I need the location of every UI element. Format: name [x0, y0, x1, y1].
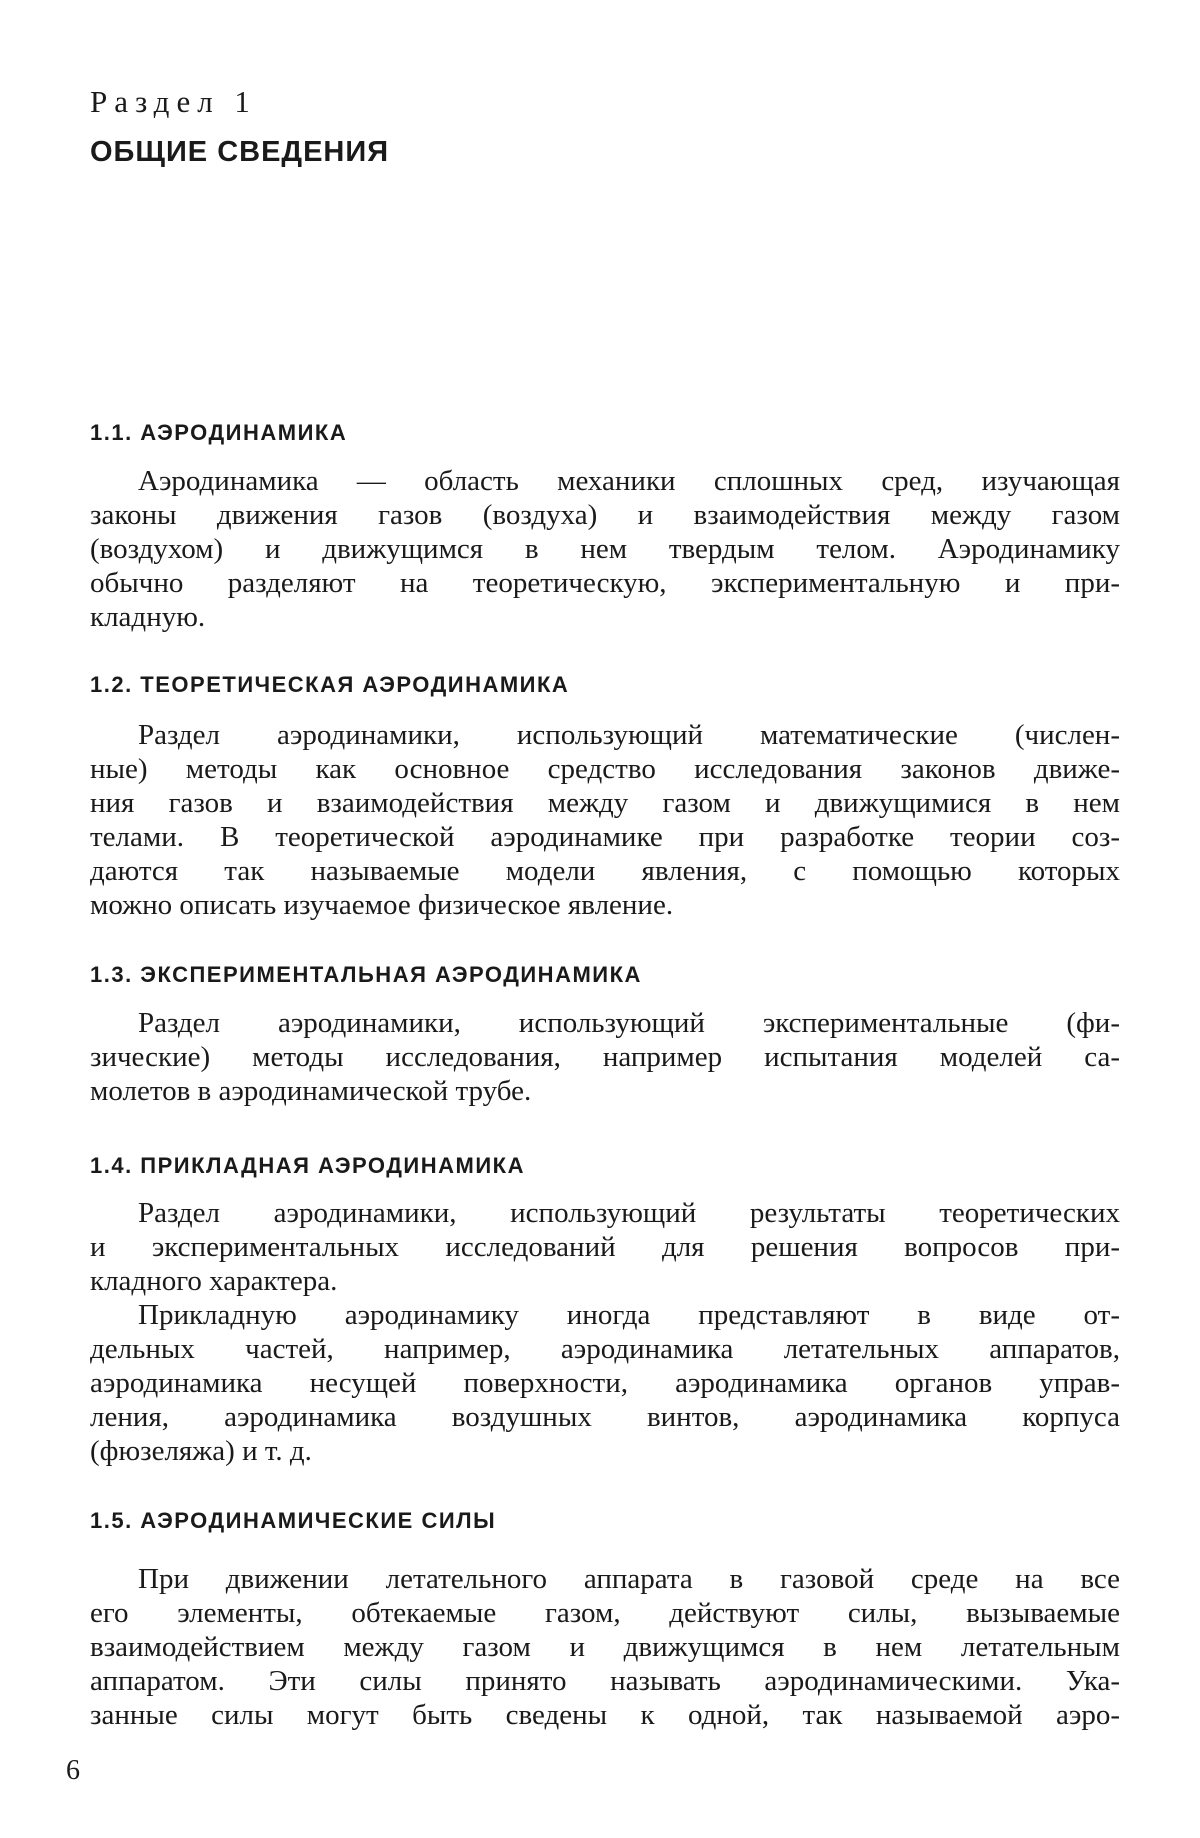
- section-heading-1-3: 1.3. ЭКСПЕРИМЕНТАЛЬНАЯ АЭРОДИНАМИКА: [90, 962, 642, 987]
- section-1-4-paragraph-2: [90, 1298, 1120, 1468]
- text-line: Раздел аэродинамики, использующий математические (числен-: [138, 719, 1120, 751]
- text-line: дельных частей, например, аэродинамика летательных аппаратов,: [90, 1333, 1120, 1365]
- page-number: 6: [66, 1755, 80, 1786]
- text-line: кладного характера.: [90, 1265, 338, 1297]
- section-1-2-paragraph: [90, 718, 1120, 922]
- text-line: Прикладную аэродинамику иногда представляют в виде от-: [138, 1299, 1120, 1331]
- text-line: и экспериментальных исследований для решения вопросов при-: [90, 1231, 1120, 1263]
- text-line: кладную.: [90, 601, 206, 633]
- section-1-4-paragraph-1: [90, 1196, 1120, 1298]
- text-line: аэродинамика несущей поверхности, аэродинамика органов управ-: [90, 1367, 1120, 1399]
- text-line: (фюзеляжа) и т. д.: [90, 1435, 312, 1467]
- text-line: зические) методы исследования, например испытания моделей са-: [90, 1041, 1120, 1073]
- part-title: ОБЩИЕ СВЕДЕНИЯ: [90, 136, 390, 168]
- text-line: взаимодействием между газом и движущимся в нем летательным: [90, 1631, 1120, 1663]
- text-line: аппаратом. Эти силы принято называть аэродинамическими. Ука-: [90, 1665, 1120, 1697]
- text-line: ния газов и взаимодействия между газом и движущимися в нем: [90, 787, 1120, 819]
- text-line: ные) методы как основное средство исследования законов движе-: [90, 753, 1120, 785]
- part-label: Раздел 1: [90, 84, 257, 119]
- text-line: молетов в аэродинамической трубе.: [90, 1075, 532, 1107]
- text-line: обычно разделяют на теоретическую, экспериментальную и при-: [90, 567, 1120, 599]
- section-heading-1-4: 1.4. ПРИКЛАДНАЯ АЭРОДИНАМИКА: [90, 1153, 525, 1178]
- text-line: телами. В теоретической аэродинамике при разработке теории соз-: [90, 821, 1120, 853]
- text-line: Раздел аэродинамики, использующий результаты теоретических: [138, 1197, 1120, 1229]
- section-1-5-paragraph: [90, 1562, 1120, 1732]
- text-line: его элементы, обтекаемые газом, действуют силы, вызываемые: [90, 1597, 1120, 1629]
- section-1-1-paragraph: [90, 464, 1120, 634]
- text-line: даются так называемые модели явления, с помощью которых: [90, 855, 1120, 887]
- text-line: Аэродинамика — область механики сплошных сред, изучающая: [138, 465, 1120, 497]
- text-line: При движении летательного аппарата в газовой среде на все: [138, 1563, 1120, 1595]
- section-1-3-paragraph: [90, 1006, 1120, 1108]
- text-line: занные силы могут быть сведены к одной, так называемой аэро-: [90, 1699, 1120, 1731]
- section-heading-1-1: 1.1. АЭРОДИНАМИКА: [90, 420, 348, 445]
- text-line: можно описать изучаемое физическое явление.: [90, 889, 674, 921]
- text-line: ления, аэродинамика воздушных винтов, аэродинамика корпуса: [90, 1401, 1120, 1433]
- text-line: законы движения газов (воздуха) и взаимодействия между газом: [90, 499, 1120, 531]
- section-heading-1-2: 1.2. ТЕОРЕТИЧЕСКАЯ АЭРОДИНАМИКА: [90, 672, 570, 697]
- text-line: Раздел аэродинамики, использующий экспериментальные (фи-: [138, 1007, 1120, 1039]
- section-heading-1-5: 1.5. АЭРОДИНАМИЧЕСКИЕ СИЛЫ: [90, 1508, 497, 1533]
- text-line: (воздухом) и движущимся в нем твердым телом. Аэродинамику: [90, 533, 1120, 565]
